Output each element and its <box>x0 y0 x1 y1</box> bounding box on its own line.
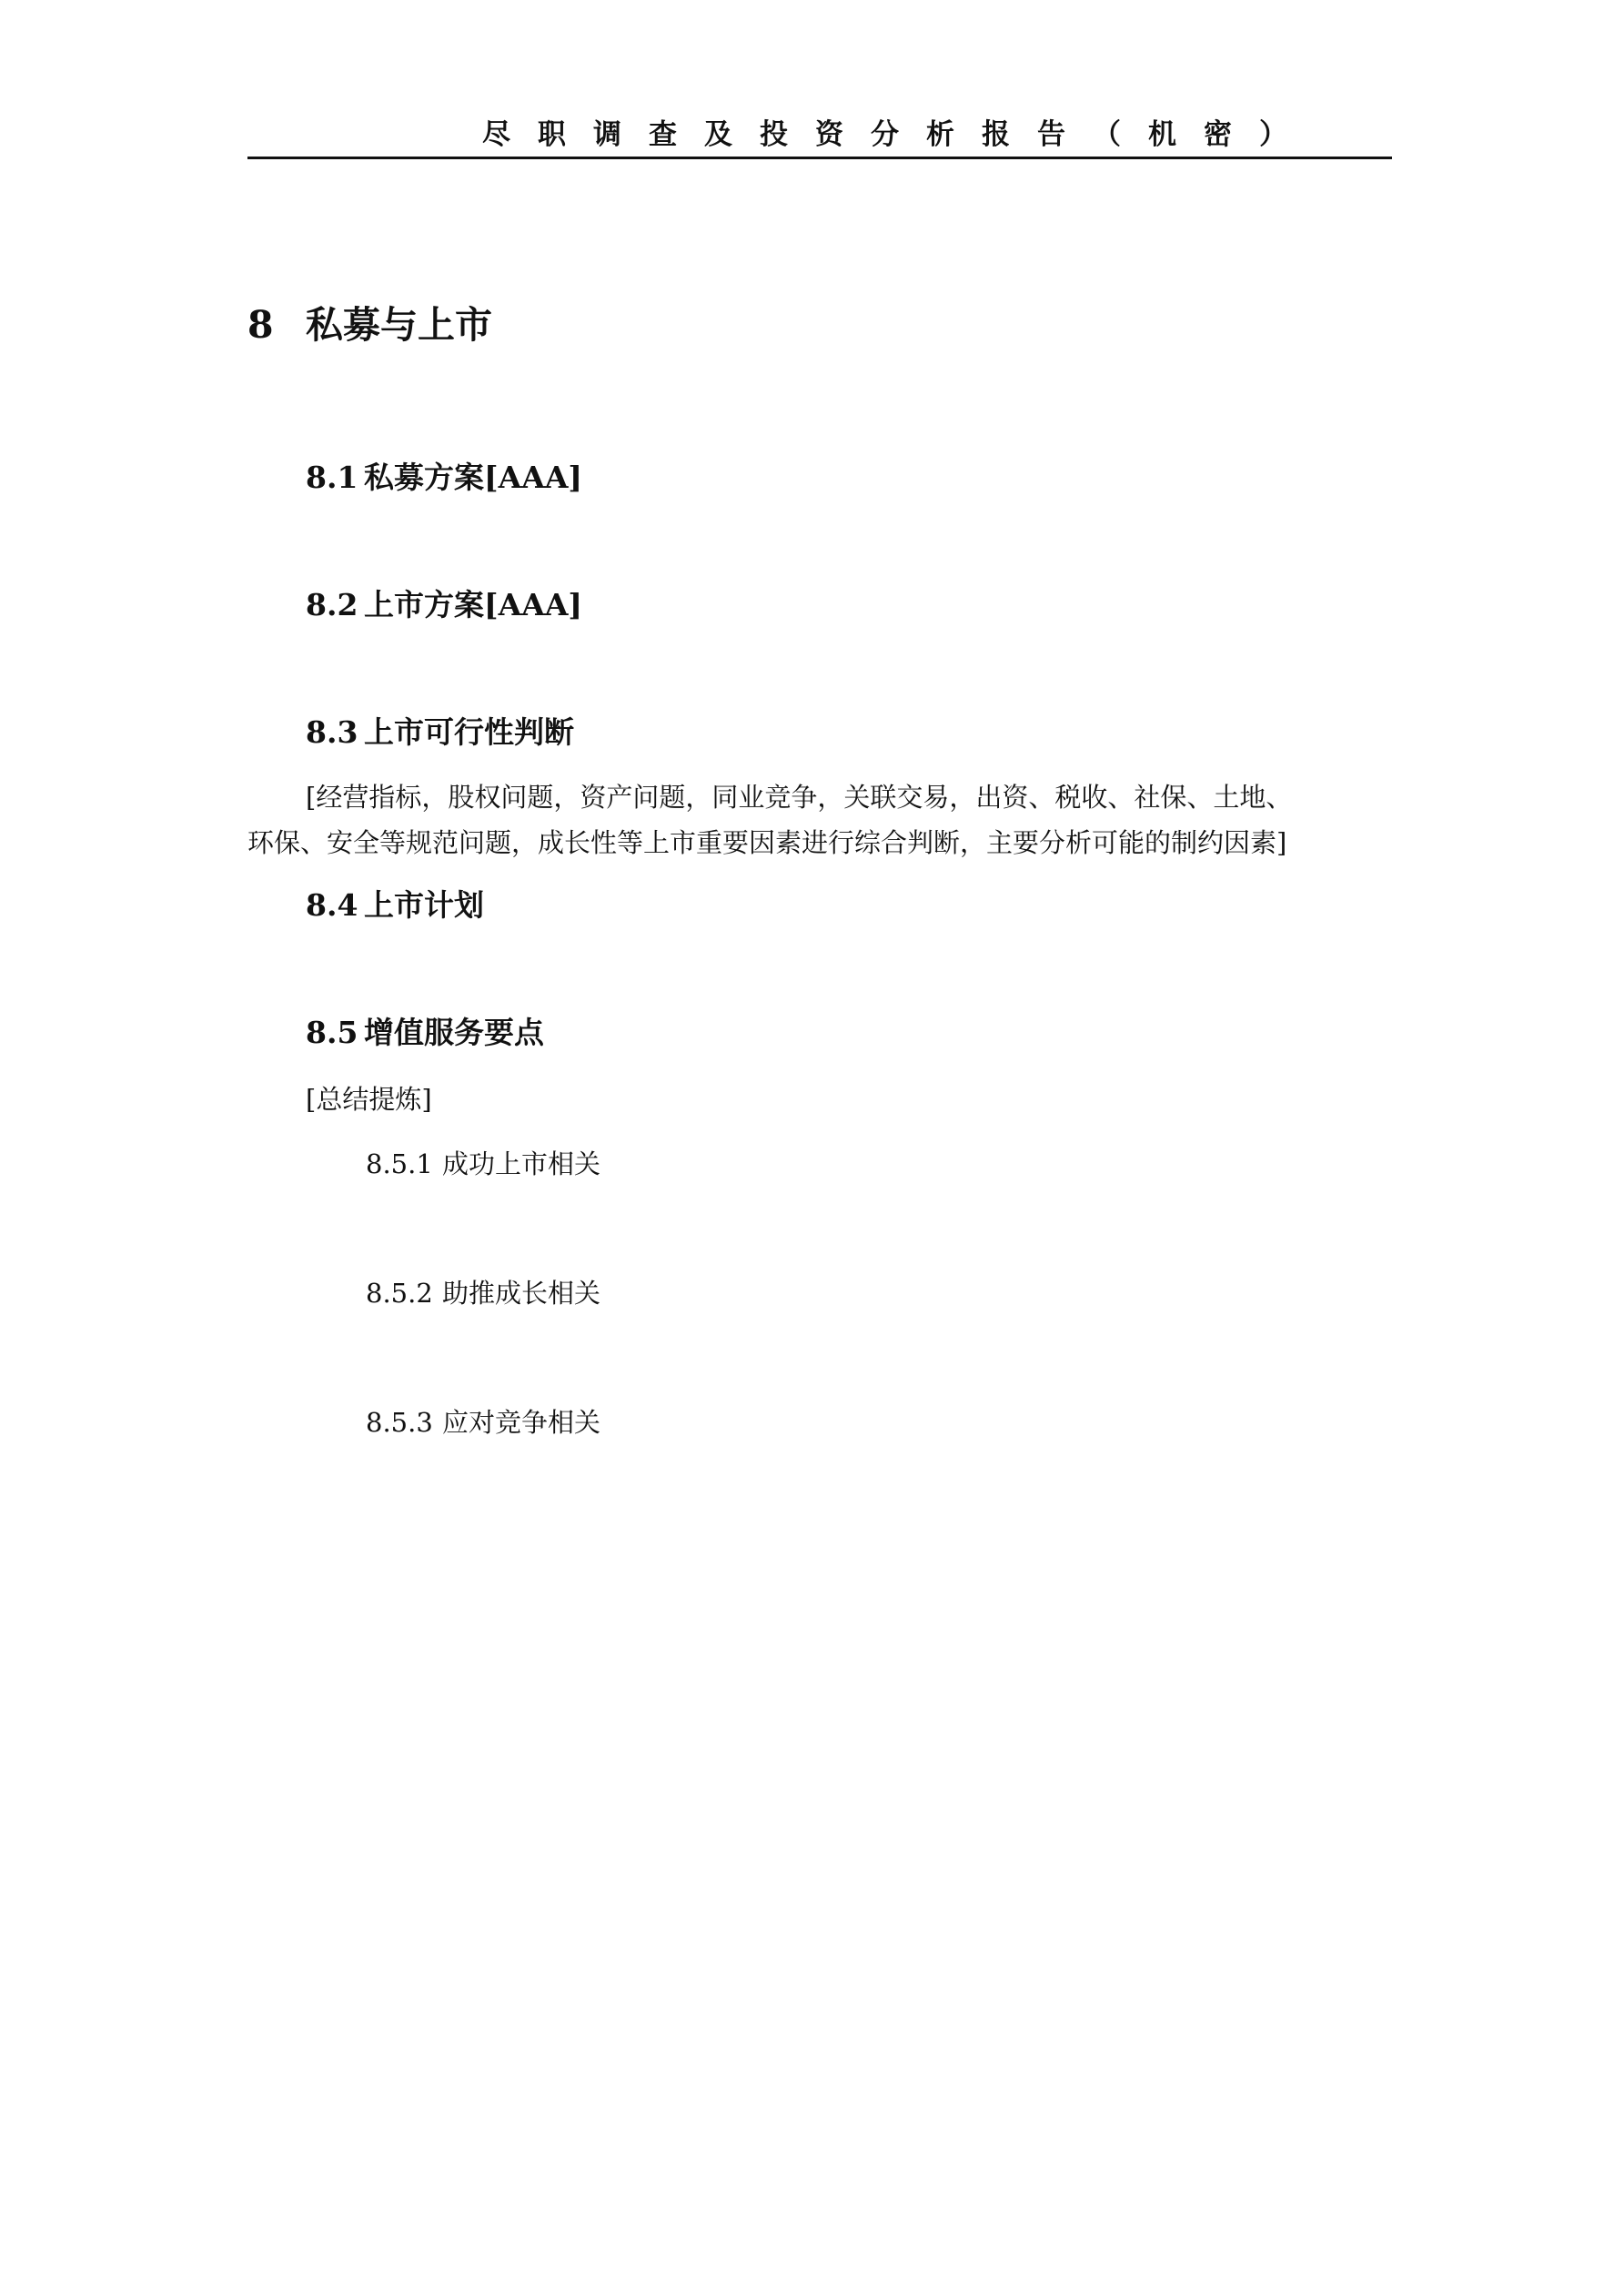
subsection-number: 8.5.2 <box>366 1278 433 1309</box>
section-number: 8.5 <box>306 1015 358 1050</box>
running-header-title: 尽职调查及投资分析报告（机密） <box>482 118 1315 151</box>
section-heading-8-2 <box>306 585 582 625</box>
subsection-heading-8-5-1 <box>366 1146 600 1182</box>
subsection-heading-8-5-3 <box>366 1404 600 1441</box>
subsection-heading-8-5-2 <box>366 1275 600 1311</box>
subsection-title: 应对竞争相关 <box>442 1407 601 1438</box>
section-number: 8.3 <box>306 714 358 750</box>
section-title: 上市计划 <box>364 887 484 923</box>
section-number: 8.4 <box>306 887 358 923</box>
subsection-number: 8.5.3 <box>366 1407 433 1438</box>
subsection-number: 8.5.1 <box>366 1148 433 1179</box>
subsection-title: 助推成长相关 <box>442 1278 601 1309</box>
summary-paragraph: [总结提炼] <box>306 1084 432 1115</box>
chapter-number: 8 <box>247 303 274 347</box>
section-number: 8.2 <box>306 587 358 622</box>
section-title: 上市方案[AAA] <box>364 587 583 622</box>
section-number: 8.1 <box>306 460 358 495</box>
section-title: 上市可行性判断 <box>364 714 574 750</box>
section-title: 私募方案[AAA] <box>364 460 583 495</box>
subsection-title: 成功上市相关 <box>442 1148 601 1179</box>
chapter-title: 私募与上市 <box>306 303 492 347</box>
section-heading-8-1 <box>306 458 582 498</box>
feasibility-paragraph-line-2: 环保、安全等规范问题，成长性等上市重要因素进行综合判断，主要分析可能的制约因素] <box>247 827 1287 858</box>
section-heading-8-5 <box>306 1013 544 1053</box>
section-heading-8-4 <box>306 885 484 925</box>
feasibility-paragraph-line-1: [经营指标，股权问题，资产问题，同业竞争，关联交易，出资、税收、社保、土地、 <box>306 782 1293 813</box>
chapter-heading <box>247 300 492 349</box>
section-title: 增值服务要点 <box>364 1015 544 1050</box>
section-heading-8-3 <box>306 713 574 753</box>
header-rule <box>247 157 1392 159</box>
